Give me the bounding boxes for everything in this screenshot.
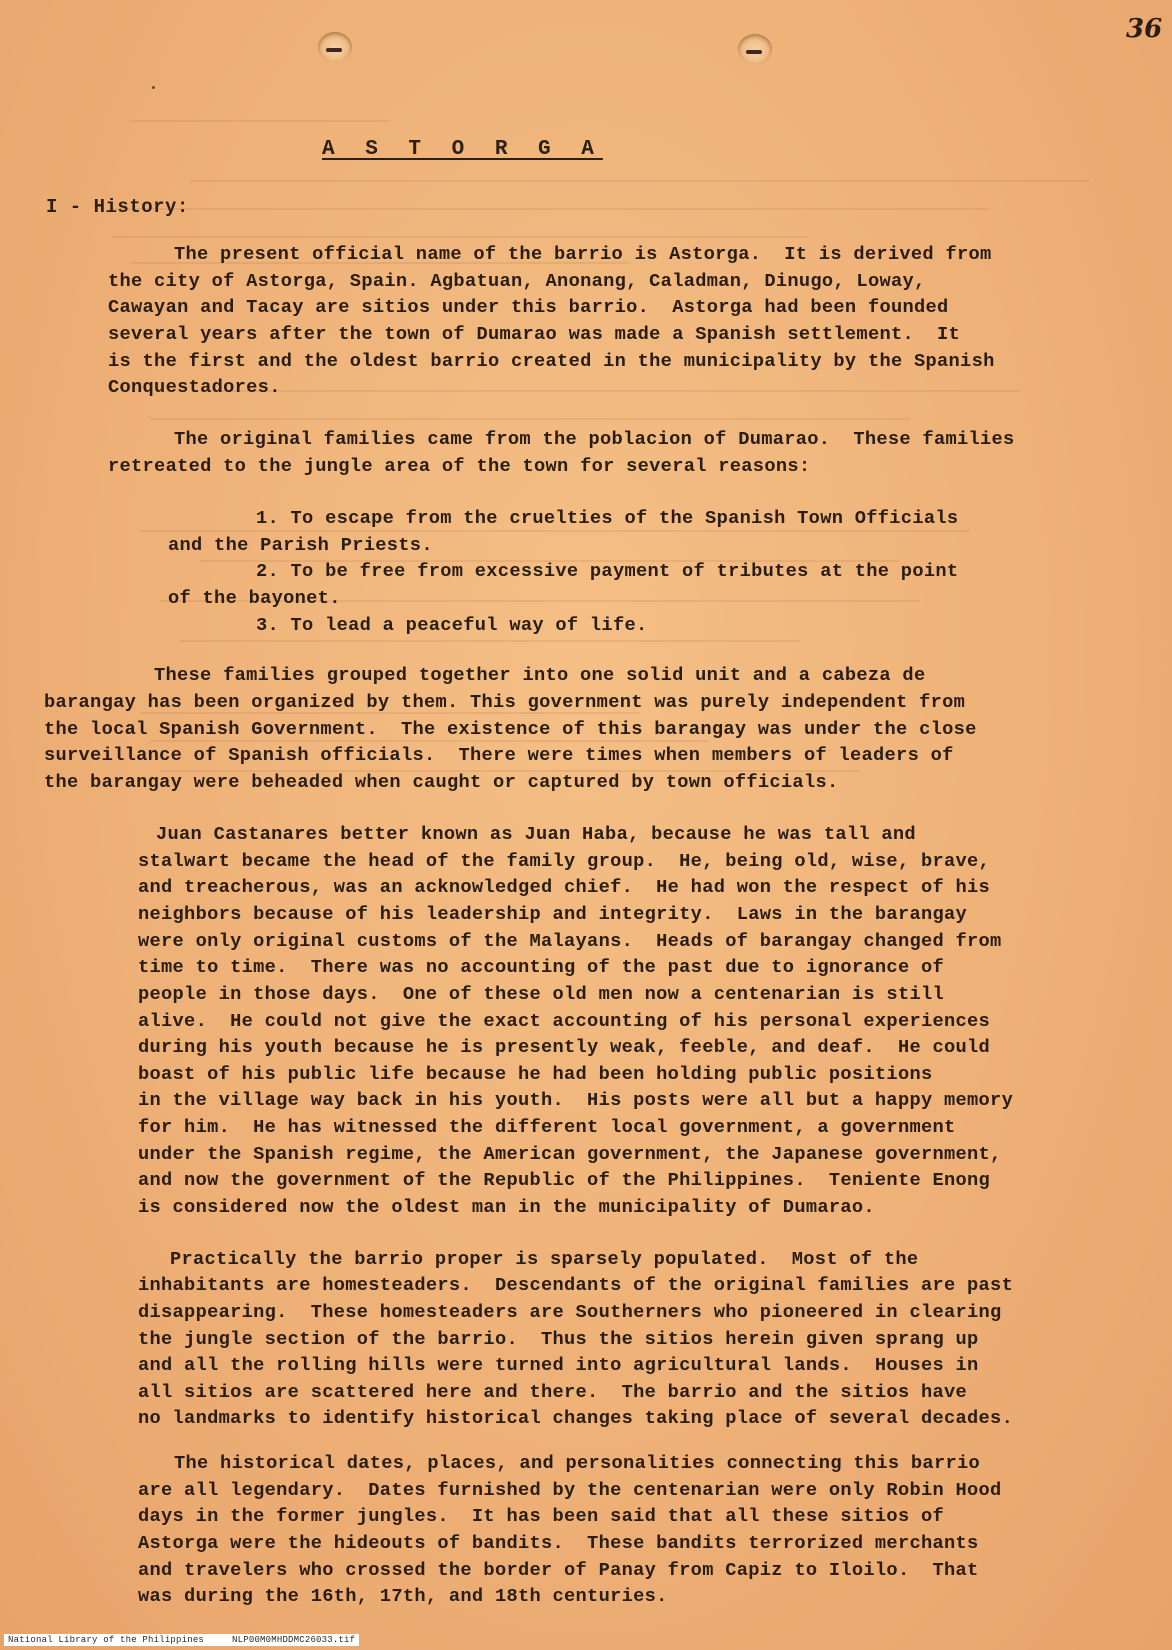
show-through-line [200, 390, 1020, 392]
text-line: and travelers who crossed the border of Panay from Capiz to Iloilo. That [138, 1559, 979, 1581]
text-line: time to time. There was no accounting of the past due to ignorance of [138, 956, 945, 978]
text-line: and all the rolling hills were turned into agricultural lands. Houses in [138, 1354, 979, 1376]
text-line: alive. He could not give the exact accounting of his personal experiences [138, 1010, 991, 1032]
text-line: days in the former jungles. It has been said that all these sitios of [138, 1505, 945, 1527]
text-line: the jungle section of the barrio. Thus the sitios herein given sprang up [138, 1328, 979, 1350]
text-line: stalwart became the head of the family group. He, being old, wise, brave, [138, 850, 991, 872]
text-line: boast of his public life because he had been holding public positions [138, 1063, 933, 1085]
list-item: 3. To lead a peaceful way of life. [256, 614, 648, 636]
text-line: are all legendary. Dates furnished by the centenarian were only Robin Hood [138, 1479, 1002, 1501]
text-line: Astorga were the hideouts of bandits. These bandits terrorized merchants [138, 1532, 979, 1554]
text-line: people in those days. One of these old men now a centenarian is still [138, 983, 945, 1005]
show-through-line [110, 208, 990, 210]
text-line: is the first and the oldest barrio created in the municipality by the Spanish [108, 350, 995, 372]
text-line: all sitios are scattered here and there. The barrio and the sitios have [138, 1381, 968, 1403]
show-through-line [140, 530, 970, 532]
text-line: was during the 16th, 17th, and 18th centuries. [138, 1585, 668, 1607]
document-title: A S T O R G A [322, 138, 603, 161]
show-through-line [110, 236, 810, 238]
list-item: 1. To escape from the cruelties of the Spanish Town Officials [256, 507, 959, 529]
text-line: the barangay were beheaded when caught or captured by town officials. [44, 771, 839, 793]
text-line: the local Spanish Government. The existence of this barangay was under the close [44, 718, 977, 740]
text-line: during his youth because he is presently weak, feeble, and deaf. He could [138, 1036, 991, 1058]
text-line: neighbors because of his leadership and integrity. Laws in the barangay [138, 903, 968, 925]
text-line: in the village way back in his youth. His posts were all but a happy memory [138, 1089, 1014, 1111]
text-line: Juan Castanares better known as Juan Haba, because he was tall and [156, 823, 916, 845]
punch-hole-right [738, 34, 772, 64]
text-line: retreated to the jungle area of the town for several reasons: [108, 455, 811, 477]
text-line: is considered now the oldest man in the municipality of Dumarao. [138, 1196, 875, 1218]
text-line: The original families came from the poblacion of Dumarao. These families [174, 428, 1015, 450]
text-line: the city of Astorga, Spain. Agbatuan, Anonang, Caladman, Dinugo, Loway, [108, 270, 926, 292]
text-line: several years after the town of Dumarao was made a Spanish settlement. It [108, 323, 961, 345]
text-line: Conquestadores. [108, 376, 281, 398]
punch-hole-left [318, 32, 352, 62]
text-line: and now the government of the Republic of the Philippines. Teniente Enong [138, 1169, 991, 1191]
text-line: were only original customs of the Malayans. Heads of barangay changed from [138, 930, 1002, 952]
page-number: 36 [1126, 14, 1163, 44]
text-line: surveillance of Spanish officials. There were times when members of leaders of [44, 744, 954, 766]
text-line: for him. He has witnessed the different local government, a government [138, 1116, 956, 1138]
show-through-line [180, 640, 800, 642]
list-item: of the bayonet. [168, 587, 341, 609]
text-line: These families grouped together into one solid unit and a cabeza de [154, 664, 926, 686]
text-line: Cawayan and Tacay are sitios under this barrio. Astorga had been founded [108, 296, 949, 318]
text-line: barangay has been organized by them. This government was purely independent from [44, 691, 966, 713]
show-through-line [130, 120, 390, 122]
show-through-line [150, 740, 710, 742]
show-through-line [190, 180, 1090, 182]
section-heading: I - History: [46, 196, 189, 218]
list-item: 2. To be free from excessive payment of tributes at the point [256, 560, 959, 582]
show-through-line [150, 418, 910, 420]
archive-footer: National Library of the Philippines NLP00M0MHDDMC26033.tif [4, 1634, 359, 1646]
text-line: inhabitants are homesteaders. Descendants of the original families are past [138, 1274, 1014, 1296]
text-line: no landmarks to identify historical changes taking place of several decades. [138, 1407, 1014, 1429]
text-line: and treacherous, was an acknowledged chief. He had won the respect of his [138, 876, 991, 898]
text-line: disappearing. These homesteaders are Southerners who pioneered in clearing [138, 1301, 1002, 1323]
ink-speck [152, 86, 155, 89]
text-line: The present official name of the barrio is Astorga. It is derived from [174, 243, 992, 265]
list-item: and the Parish Priests. [168, 534, 433, 556]
text-line: Practically the barrio proper is sparsely populated. Most of the [170, 1248, 919, 1270]
text-line: The historical dates, places, and personalities connecting this barrio [174, 1452, 981, 1474]
text-line: under the Spanish regime, the American government, the Japanese government, [138, 1143, 1002, 1165]
